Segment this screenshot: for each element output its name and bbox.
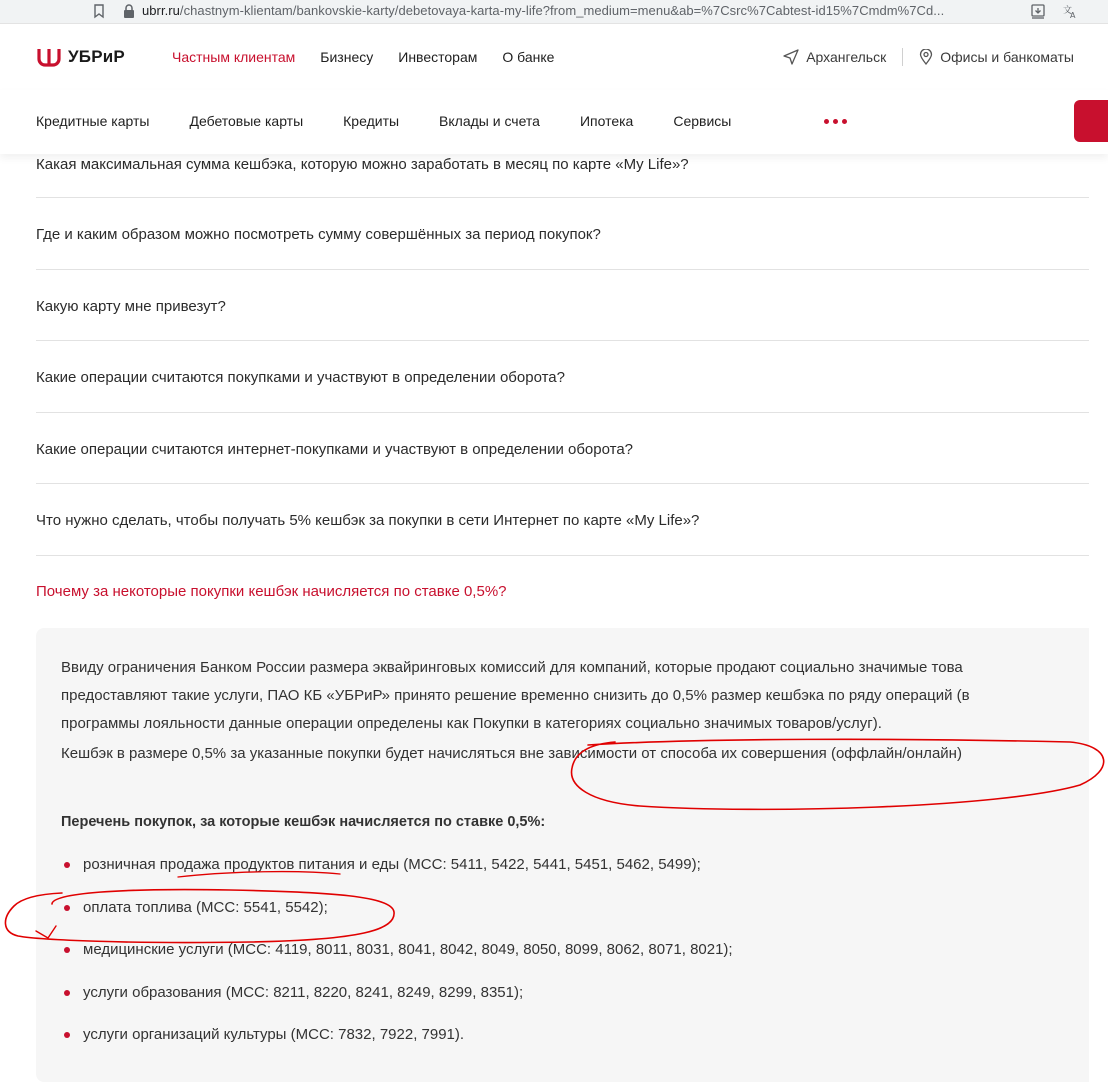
site-header	[0, 24, 1108, 90]
sub-nav	[0, 90, 1108, 154]
faq-question[interactable]: Какие операции считаются покупками и участвуют в определении оборота?	[36, 341, 1089, 413]
nav-private-clients[interactable]: Частным клиентам	[172, 49, 296, 65]
nav-business[interactable]: Бизнесу	[320, 49, 374, 65]
faq-question[interactable]: Что нужно сделать, чтобы получать 5% кешбэк за покупки в сети Интернет по карте «My Life»?	[36, 484, 1089, 556]
browser-address-bar	[0, 0, 1108, 24]
city-selector[interactable]	[783, 49, 886, 65]
top-nav	[172, 49, 554, 65]
map-pin-icon	[919, 49, 933, 65]
url-host: ubrr.ru	[142, 3, 180, 18]
faq-question[interactable]: Какая максимальная сумма кешбэка, которую можно заработать в месяц по карте «My Life»?	[36, 154, 1089, 198]
lock-icon[interactable]	[122, 3, 136, 19]
faq-list	[36, 154, 1089, 622]
header-divider	[902, 48, 903, 66]
list-item: оплата топлива (MCC: 5541, 5542);	[61, 897, 1089, 919]
apply-button[interactable]	[1074, 100, 1108, 142]
faq-question[interactable]: Где и каким образом можно посмотреть сумму совершённых за период покупок?	[36, 198, 1089, 270]
nav-about-bank[interactable]: О банке	[502, 49, 555, 65]
purchase-list	[61, 854, 1089, 1046]
logo-text: УБРиР	[68, 47, 125, 66]
logo[interactable]	[36, 46, 125, 68]
list-title: Перечень покупок, за которые кешбэк начисляется по ставке 0,5%:	[61, 814, 546, 830]
faq-question-open[interactable]: Почему за некоторые покупки кешбэк начисляется по ставке 0,5%?	[36, 582, 507, 600]
subnav-deposits[interactable]: Вклады и счета	[439, 113, 540, 129]
more-menu-icon[interactable]	[824, 119, 847, 124]
bookmark-icon[interactable]	[92, 3, 106, 19]
city-name: Архангельск	[806, 49, 887, 65]
install-app-icon[interactable]	[1030, 3, 1046, 19]
list-item: медицинские услуги (MCC: 4119, 8011, 8031, 8041, 8042, 8049, 8050, 8099, 8062, 8071, 8021);	[61, 939, 1089, 961]
subnav-debit-cards[interactable]: Дебетовые карты	[189, 113, 304, 129]
url-path: /chastnym-klientam/bankovskie-karty/debetovaya-karta-my-life?from_medium=menu&ab=%7Csrc%7Cabtest-id15%7Cmdm%7Cd...	[179, 3, 945, 18]
svg-text:A: A	[1070, 11, 1076, 19]
list-item: услуги образования (MCC: 8211, 8220, 8241, 8249, 8299, 8351);	[61, 982, 1089, 1004]
subnav-loans[interactable]: Кредиты	[343, 113, 400, 129]
faq-answer-panel	[36, 628, 1089, 1082]
answer-paragraph-line: программы лояльности данные операции определены как Покупки в категориях социально значимых товаров/услуг).	[61, 715, 882, 732]
subnav-credit-cards[interactable]: Кредитные карты	[36, 113, 150, 129]
faq-question[interactable]: Какую карту мне привезут?	[36, 270, 1089, 342]
answer-paragraph-line: Ввиду ограничения Банком России размера эквайринговых комиссий для компаний, которые продают социально значимые това	[61, 659, 963, 676]
header-right	[783, 48, 1074, 66]
location-arrow-icon	[783, 49, 799, 65]
answer-paragraph-line: предоставляют такие услуги, ПАО КБ «УБРиР» принято решение временно снизить до 0,5% размер кешбэка по ряду операций (в	[61, 687, 970, 704]
svg-text:文: 文	[1063, 6, 1073, 16]
list-item: розничная продажа продуктов питания и еды (MCC: 5411, 5422, 5441, 5451, 5462, 5499);	[61, 854, 1089, 876]
faq-question[interactable]: Какие операции считаются интернет-покупками и участвуют в определении оборота?	[36, 413, 1089, 485]
list-item: услуги организаций культуры (MCC: 7832, 7922, 7991).	[61, 1024, 1089, 1046]
logo-mark-icon	[36, 47, 62, 67]
subnav-services[interactable]: Сервисы	[673, 113, 732, 129]
answer-paragraph: Кешбэк в размере 0,5% за указанные покупки будет начисляться вне зависимости от способа их совершения (оффлайн/онлайн)	[61, 745, 962, 762]
offices-link[interactable]	[919, 49, 1074, 65]
url-field[interactable]	[142, 3, 944, 18]
offices-label: Офисы и банкоматы	[940, 49, 1074, 65]
translate-icon[interactable]	[1062, 3, 1078, 19]
subnav-mortgage[interactable]: Ипотека	[579, 113, 634, 129]
nav-investors[interactable]: Инвесторам	[398, 49, 478, 65]
